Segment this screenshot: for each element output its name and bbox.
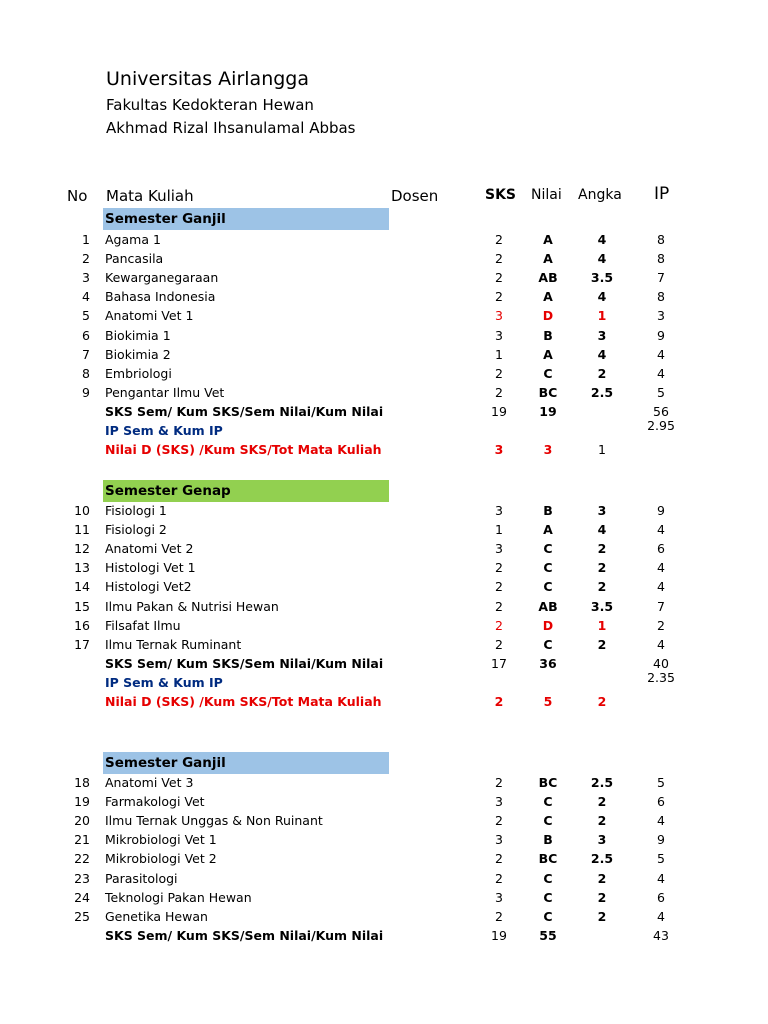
course-grade: C — [543, 541, 553, 557]
course-row — [0, 520, 768, 539]
course-score: 2 — [597, 579, 607, 595]
row-number: 3 — [82, 270, 90, 286]
ip-label: IP Sem & Kum IP — [105, 423, 223, 438]
course-sks: 1 — [495, 522, 503, 538]
course-sks: 2 — [495, 775, 503, 790]
course-name: Ilmu Pakan & Nutrisi Hewan — [105, 598, 279, 614]
row-number: 14 — [74, 579, 90, 595]
course-grade: A — [543, 251, 553, 267]
row-number: 4 — [82, 289, 90, 305]
course-grade: BC — [538, 384, 558, 400]
course-grade: C — [543, 870, 553, 886]
course-row — [0, 616, 768, 635]
course-score: 4 — [597, 289, 607, 305]
course-grade: B — [543, 503, 553, 518]
course-score: 2 — [597, 794, 607, 810]
semester-header: Semester Ganjil — [103, 752, 389, 774]
course-score: 4 — [597, 251, 607, 267]
course-grade: C — [543, 579, 553, 595]
course-grade: A — [543, 289, 553, 305]
course-score: 2 — [597, 560, 607, 576]
course-grade: BC — [538, 851, 558, 867]
course-grade: B — [543, 327, 553, 343]
course-sks: 3 — [495, 832, 503, 848]
course-sks: 3 — [495, 541, 503, 557]
course-grade: C — [543, 365, 553, 381]
course-name: Anatomi Vet 1 — [105, 308, 194, 324]
course-name: Anatomi Vet 2 — [105, 541, 194, 557]
course-name: Histologi Vet2 — [105, 579, 192, 595]
course-row — [0, 306, 768, 325]
course-score: 1 — [597, 617, 607, 633]
row-number: 7 — [82, 346, 90, 362]
course-name: Filsafat Ilmu — [105, 617, 181, 633]
summary-row — [0, 926, 768, 945]
course-sks: 2 — [495, 908, 503, 924]
course-row — [0, 345, 768, 364]
course-score: 2.5 — [590, 851, 614, 867]
course-score: 2 — [597, 541, 607, 557]
course-ip: 6 — [657, 889, 665, 905]
row-number: 20 — [74, 813, 90, 829]
row-number: 1 — [82, 232, 90, 247]
course-sks: 3 — [495, 794, 503, 810]
course-row — [0, 577, 768, 596]
row-number: 25 — [74, 908, 90, 924]
course-score: 2 — [597, 365, 607, 381]
column-header-no: No — [67, 187, 88, 205]
row-number: 13 — [74, 560, 90, 576]
course-ip: 9 — [657, 503, 665, 518]
course-grade: A — [543, 232, 553, 247]
course-name: Teknologi Pakan Hewan — [105, 889, 252, 905]
course-sks: 2 — [495, 365, 503, 381]
course-score: 2 — [597, 813, 607, 829]
semester-header: Semester Genap — [103, 480, 389, 502]
course-sks: 2 — [495, 384, 503, 400]
course-sks: 3 — [495, 327, 503, 343]
course-grade: D — [542, 617, 554, 633]
course-row — [0, 383, 768, 402]
course-row — [0, 501, 768, 520]
summary-sks: 19 — [491, 927, 507, 943]
course-grade: D — [542, 308, 554, 324]
course-score: 1 — [597, 308, 607, 324]
d-grade-course-count: 1 — [598, 442, 606, 458]
d-grade-row — [0, 440, 768, 459]
course-sks: 2 — [495, 560, 503, 576]
course-ip: 4 — [657, 346, 665, 362]
course-score: 2 — [597, 636, 607, 652]
course-sks: 2 — [495, 579, 503, 595]
course-ip: 7 — [657, 598, 665, 614]
course-row — [0, 888, 768, 907]
course-row — [0, 869, 768, 888]
row-number: 22 — [74, 851, 90, 867]
course-name: Mikrobiologi Vet 1 — [105, 832, 217, 848]
course-row — [0, 268, 768, 287]
course-name: Fisiologi 2 — [105, 522, 167, 538]
row-number: 16 — [74, 617, 90, 633]
summary-label: SKS Sem/ Kum SKS/Sem Nilai/Kum Nilai — [105, 403, 384, 419]
course-sks: 2 — [495, 598, 503, 614]
course-score: 3.5 — [590, 270, 614, 286]
course-sks: 2 — [495, 617, 503, 633]
summary-sks: 17 — [491, 655, 507, 671]
row-number: 8 — [82, 365, 90, 381]
course-ip: 8 — [657, 251, 665, 267]
course-ip: 6 — [657, 541, 665, 557]
course-ip: 5 — [657, 775, 665, 790]
row-number: 11 — [74, 522, 90, 538]
course-grade: A — [543, 346, 553, 362]
course-score: 3 — [597, 503, 607, 518]
ip-row — [0, 669, 768, 692]
course-sks: 1 — [495, 346, 503, 362]
course-name: Parasitologi — [105, 870, 178, 886]
d-grade-label: Nilai D (SKS) /Kum SKS/Tot Mata Kuliah — [105, 694, 382, 709]
course-score: 4 — [597, 232, 607, 247]
course-name: Biokimia 2 — [105, 346, 171, 362]
course-sks: 2 — [495, 251, 503, 267]
summary-ip-total: 40 — [653, 655, 669, 671]
course-ip: 2 — [657, 617, 665, 633]
course-row — [0, 249, 768, 268]
course-sks: 3 — [495, 503, 503, 518]
row-number: 5 — [82, 308, 90, 324]
column-header-sks: SKS — [485, 187, 517, 203]
row-number: 10 — [74, 503, 90, 518]
course-row — [0, 326, 768, 345]
course-grade: B — [543, 832, 553, 848]
summary-ip-total: 56 — [653, 403, 669, 419]
course-grade: A — [543, 522, 553, 538]
ip-label: IP Sem & Kum IP — [105, 674, 223, 690]
course-ip: 5 — [657, 851, 665, 867]
row-number: 17 — [74, 636, 90, 652]
row-number: 23 — [74, 870, 90, 886]
course-ip: 4 — [657, 522, 665, 538]
course-score: 3.5 — [590, 598, 614, 614]
course-ip: 4 — [657, 870, 665, 886]
course-ip: 4 — [657, 813, 665, 829]
d-grade-sks: 3 — [494, 442, 504, 458]
course-ip: 8 — [657, 232, 665, 247]
column-header-grade: Nilai — [531, 187, 562, 203]
course-name: Pengantar Ilmu Vet — [105, 384, 225, 400]
course-ip: 8 — [657, 289, 665, 305]
column-header-score: Angka — [578, 187, 622, 203]
d-grade-course-count: 2 — [597, 694, 607, 709]
semester-header: Semester Ganjil — [103, 208, 389, 230]
course-name: Bahasa Indonesia — [105, 289, 216, 305]
d-grade-total-sks: 5 — [543, 694, 553, 709]
course-name: Ilmu Ternak Ruminant — [105, 636, 242, 652]
course-sks: 3 — [495, 889, 503, 905]
course-sks: 2 — [495, 289, 503, 305]
row-number: 9 — [82, 384, 90, 400]
ip-value: 2.95 — [647, 418, 675, 433]
course-ip: 5 — [657, 384, 665, 400]
course-row — [0, 849, 768, 868]
course-grade: C — [543, 908, 553, 924]
course-score: 3 — [597, 832, 607, 848]
course-sks: 2 — [495, 232, 503, 247]
course-grade: AB — [538, 270, 558, 286]
course-grade: C — [543, 889, 553, 905]
course-grade: C — [543, 794, 553, 810]
course-score: 2.5 — [590, 384, 614, 400]
course-sks: 2 — [495, 270, 503, 286]
course-name: Farmakologi Vet — [105, 794, 205, 810]
row-number: 2 — [82, 251, 90, 267]
course-ip: 4 — [657, 365, 665, 381]
course-score: 2.5 — [590, 775, 614, 790]
course-row — [0, 539, 768, 558]
d-grade-total-sks: 3 — [543, 442, 553, 458]
course-ip: 7 — [657, 270, 665, 286]
row-number: 15 — [74, 598, 90, 614]
course-ip: 4 — [657, 579, 665, 595]
course-row — [0, 811, 768, 830]
course-grade: C — [543, 813, 553, 829]
course-ip: 9 — [657, 832, 665, 848]
column-header-course: Mata Kuliah — [106, 187, 194, 205]
course-name: Fisiologi 1 — [105, 503, 167, 518]
course-name: Agama 1 — [105, 232, 161, 247]
course-score: 2 — [597, 908, 607, 924]
course-row — [0, 597, 768, 616]
course-name: Histologi Vet 1 — [105, 560, 196, 576]
course-ip: 9 — [657, 327, 665, 343]
course-row — [0, 773, 768, 792]
course-ip: 4 — [657, 636, 665, 652]
ip-row — [0, 418, 768, 440]
summary-label: SKS Sem/ Kum SKS/Sem Nilai/Kum Nilai — [105, 655, 384, 671]
row-number: 19 — [74, 794, 90, 810]
summary-grade-total: 36 — [539, 655, 557, 671]
course-name: Kewarganegaraan — [105, 270, 219, 286]
course-row — [0, 907, 768, 926]
course-ip: 3 — [657, 308, 665, 324]
course-row — [0, 287, 768, 306]
course-row — [0, 230, 768, 249]
d-grade-sks: 2 — [494, 694, 504, 709]
student-name: Akhmad Rizal Ihsanulamal Abbas — [106, 119, 356, 137]
summary-grade-total: 19 — [539, 403, 557, 419]
course-name: Mikrobiologi Vet 2 — [105, 851, 217, 867]
column-header-ip: IP — [654, 184, 670, 204]
course-score: 4 — [597, 346, 607, 362]
summary-ip-total: 43 — [653, 927, 669, 943]
course-name: Ilmu Ternak Unggas & Non Ruinant — [105, 813, 323, 829]
row-number: 12 — [74, 541, 90, 557]
row-number: 24 — [74, 889, 90, 905]
course-name: Pancasila — [105, 251, 164, 267]
course-sks: 2 — [495, 870, 503, 886]
summary-grade-total: 55 — [539, 927, 557, 943]
row-number: 21 — [74, 832, 90, 848]
course-name: Genetika Hewan — [105, 908, 208, 924]
course-score: 2 — [597, 889, 607, 905]
course-score: 2 — [597, 870, 607, 886]
row-number: 6 — [82, 327, 90, 343]
d-grade-row — [0, 692, 768, 711]
row-number: 18 — [74, 775, 90, 790]
course-sks: 2 — [495, 851, 503, 867]
course-score: 3 — [597, 327, 607, 343]
course-grade: C — [543, 560, 553, 576]
course-grade: BC — [538, 775, 558, 790]
course-row — [0, 635, 768, 654]
course-name: Anatomi Vet 3 — [105, 775, 194, 790]
course-name: Embriologi — [105, 365, 172, 381]
university-title: Universitas Airlangga — [106, 68, 309, 90]
course-sks: 3 — [495, 308, 503, 324]
course-ip: 6 — [657, 794, 665, 810]
course-row — [0, 792, 768, 811]
course-sks: 2 — [495, 813, 503, 829]
course-sks: 2 — [495, 636, 503, 652]
course-ip: 4 — [657, 560, 665, 576]
course-grade: AB — [538, 598, 558, 614]
ip-value: 2.35 — [647, 669, 675, 685]
course-row — [0, 830, 768, 849]
faculty-name: Fakultas Kedokteran Hewan — [106, 96, 314, 114]
course-row — [0, 364, 768, 383]
column-header-lecturer: Dosen — [391, 187, 439, 205]
summary-label: SKS Sem/ Kum SKS/Sem Nilai/Kum Nilai — [105, 927, 384, 943]
course-grade: C — [543, 636, 553, 652]
course-row — [0, 558, 768, 577]
summary-sks: 19 — [491, 403, 507, 419]
course-ip: 4 — [657, 908, 665, 924]
d-grade-label: Nilai D (SKS) /Kum SKS/Tot Mata Kuliah — [105, 442, 382, 458]
course-score: 4 — [597, 522, 607, 538]
course-name: Biokimia 1 — [105, 327, 171, 343]
